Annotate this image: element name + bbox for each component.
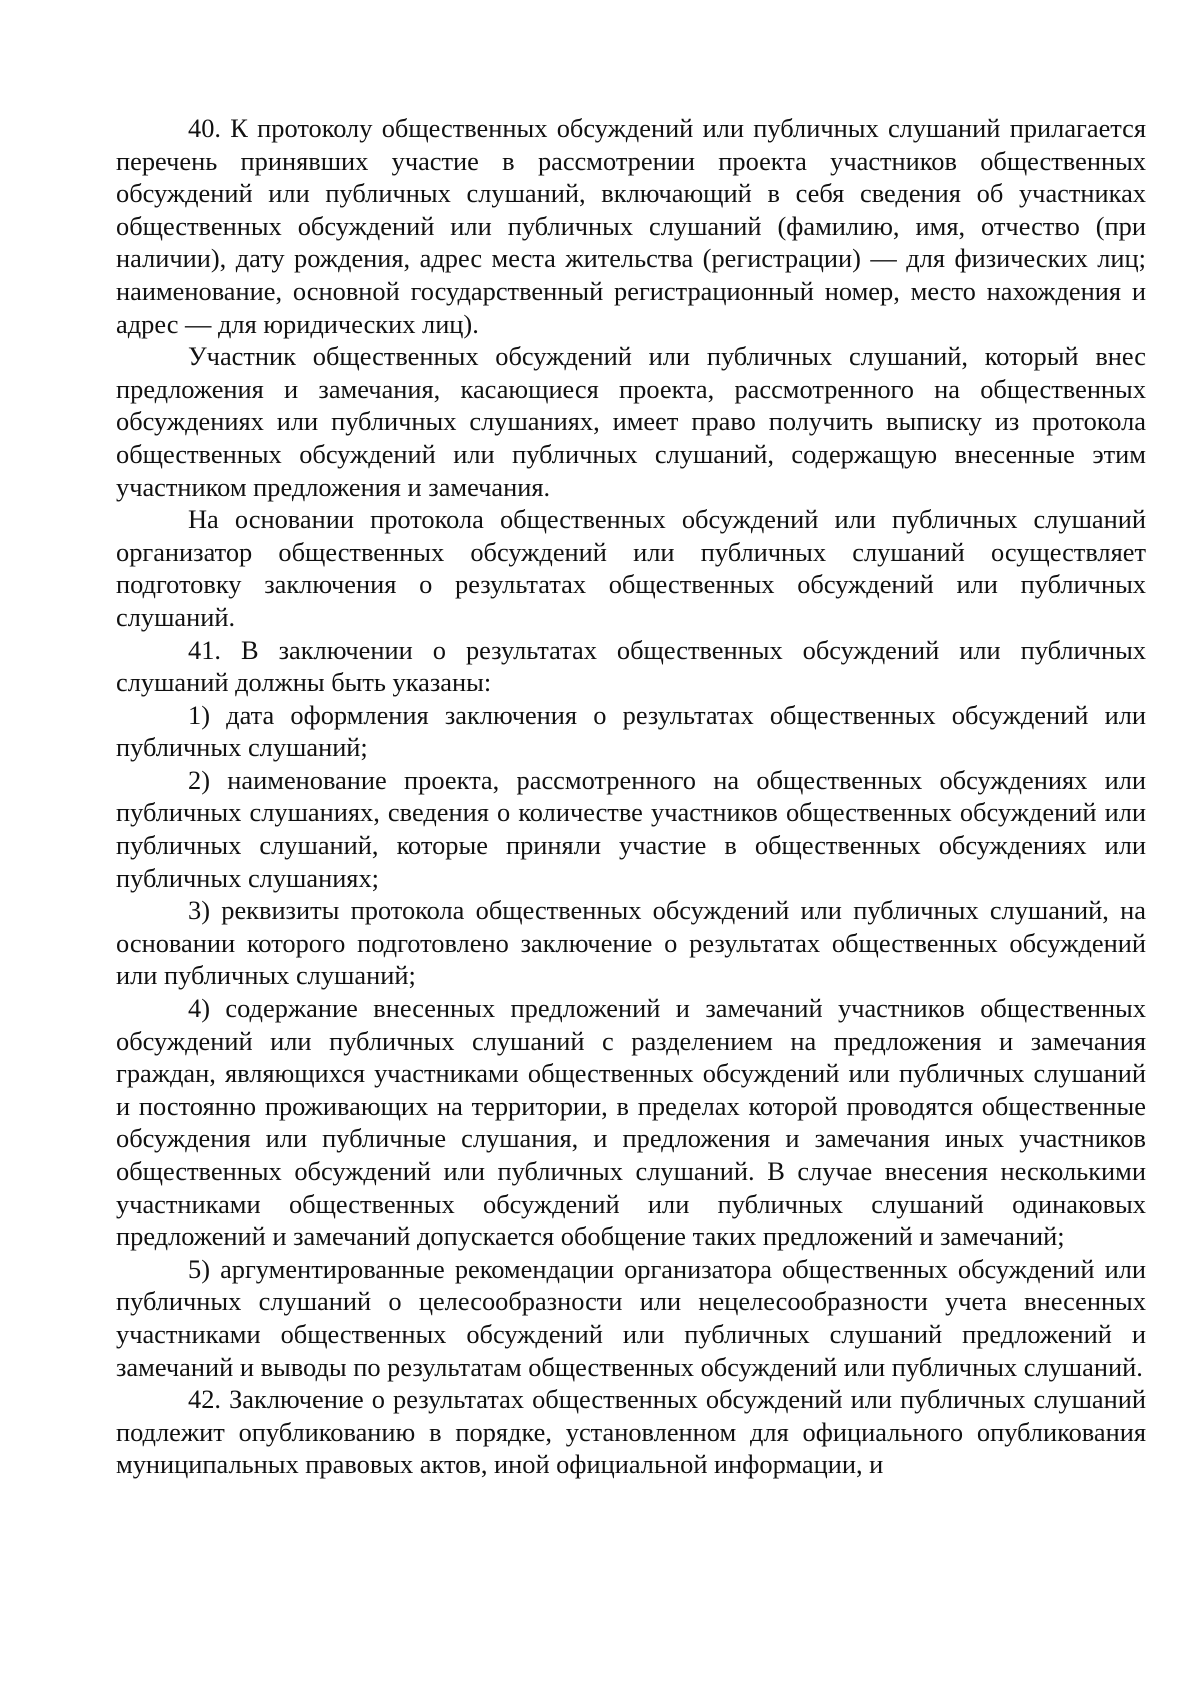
list-item-3-protocol-details: 3) реквизиты протокола общественных обсуждений или публичных слушаний, на основании которого подготовлено заключение о результатах общественных обсуждений или публичных слушаний; <box>116 895 1146 991</box>
paragraph-41-conclusion-contents: 41. В заключении о результатах общественных обсуждений или публичных слушаний должны быть указаны: <box>116 634 1146 698</box>
list-item-1-date: 1) дата оформления заключения о результатах общественных обсуждений или публичных слушаний; <box>116 699 1146 763</box>
paragraph-participant-extract-right: Участник общественных обсуждений или публичных слушаний, который внес предложения и замечания, касающиеся проекта, рассмотренного на общественных обсуждениях или публичных слушаниях, имеет право получить выписку из протокола общественных обсуждений или публичных слушаний, содержащую внесенные этим участником предложения и замечания. <box>116 341 1146 502</box>
paragraph-conclusion-preparation: На основании протокола общественных обсуждений или публичных слушаний организатор общественных обсуждений или публичных слушаний осуществляет подготовку заключения о результатах общественных обсуждений или публичных слушаний. <box>116 504 1146 632</box>
paragraph-40-protocol-attachment: 40. К протоколу общественных обсуждений или публичных слушаний прилагается перечень принявших участие в рассмотрении проекта участников общественных обсуждений или публичных слушаний, включающий в себя сведения об участниках общественных обсуждений или публичных слушаний (фамилию, имя, отчество (при наличии), дату рождения, адрес места жительства (регистрации) — для физических лиц; наименование, основной государственный регистрационный номер, место нахождения и адрес — для юридических лиц). <box>116 113 1146 339</box>
document-body <box>116 112 1146 1481</box>
list-item-5-recommendations: 5) аргументированные рекомендации организатора общественных обсуждений или публичных слушаний о целесообразности или нецелесообразности учета внесенных участниками общественных обсуждений или публичных слушаний предложений и замечаний и выводы по результатам общественных обсуждений или публичных слушаний. <box>116 1253 1146 1382</box>
paragraph-42-publication: 42. Заключение о результатах общественных обсуждений или публичных слушаний подлежит опубликованию в порядке, установленном для официального опубликования муниципальных правовых актов, иной официальной информации, и <box>116 1384 1146 1480</box>
list-item-2-project-name: 2) наименование проекта, рассмотренного на общественных обсуждениях или публичных слушаниях, сведения о количестве участников общественных обсуждений или публичных слушаний, которые приняли участие в общественных обсуждениях или публичных слушаниях; <box>116 764 1146 893</box>
list-item-4-proposals-content: 4) содержание внесенных предложений и замечаний участников общественных обсуждений или публичных слушаний с разделением на предложения и замечания граждан, являющихся участниками общественных обсуждений или публичных слушаний и постоянно проживающих на территории, в пределах которой проводятся общественные обсуждения или публичные слушания, и предложения и замечания иных участников общественных обсуждений или публичных слушаний. В случае внесения несколькими участниками общественных обсуждений или публичных слушаний одинаковых предложений и замечаний допускается обобщение таких предложений и замечаний; <box>116 993 1146 1252</box>
